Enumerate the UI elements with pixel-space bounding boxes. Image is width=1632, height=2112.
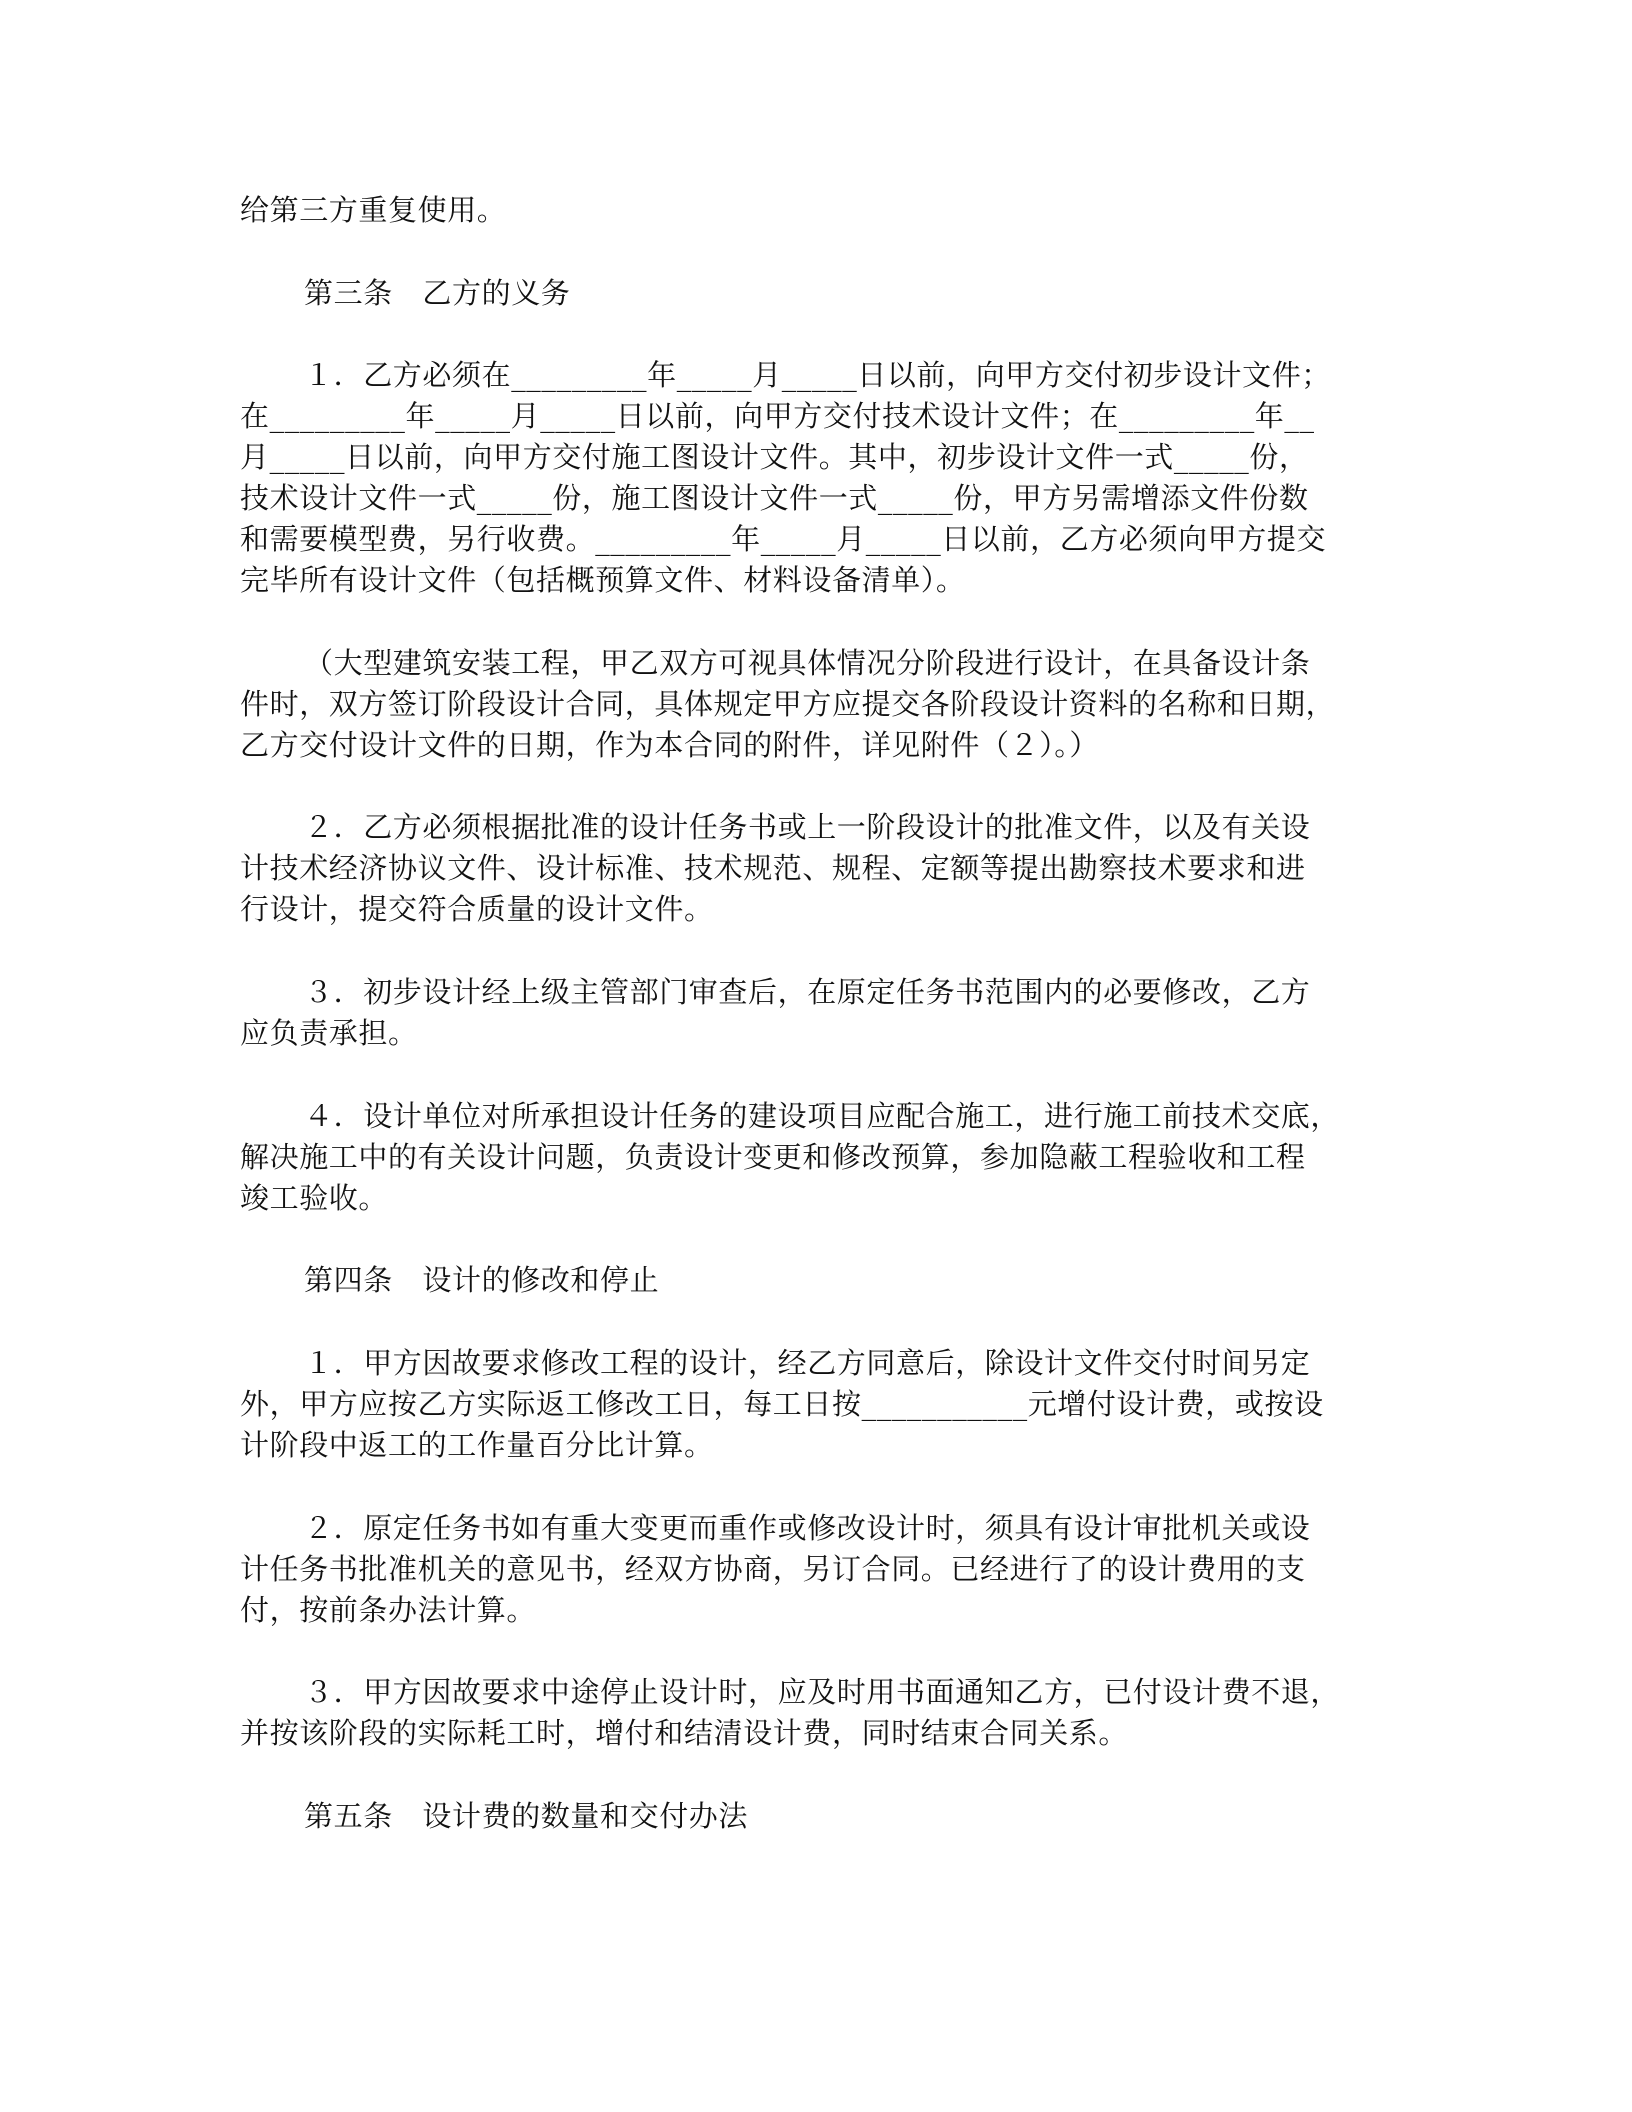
- article-heading: 第五条 设计费的数量和交付办法: [304, 1799, 749, 1833]
- text-line: ２．乙方必须根据批准的设计任务书或上一阶段设计的批准文件，以及有关设: [304, 810, 1311, 844]
- text-line: 技术设计文件一式_____份，施工图设计文件一式_____份，甲方另需增添文件份数: [240, 481, 1309, 515]
- text-line: 外，甲方应按乙方实际返工修改工日，每工日按___________元增付设计费，或按设: [240, 1387, 1324, 1421]
- text-line: ２．原定任务书如有重大变更而重作或修改设计时，须具有设计审批机关或设: [304, 1511, 1311, 1545]
- text-line: 完毕所有设计文件（包括概预算文件、材料设备清单）。: [240, 563, 966, 597]
- text-line: 应负责承担。: [240, 1016, 418, 1050]
- text-line: （大型建筑安装工程，甲乙双方可视具体情况分阶段进行设计，在具备设计条: [304, 646, 1311, 680]
- text-line: 给第三方重复使用。: [240, 193, 507, 227]
- text-line: 付，按前条办法计算。: [240, 1593, 537, 1627]
- article-heading: 第三条 乙方的义务: [304, 276, 571, 310]
- text-line: 件时，双方签订阶段设计合同，具体规定甲方应提交各阶段设计资料的名称和日期，: [240, 687, 1336, 721]
- text-line: １．乙方必须在_________年_____月_____日以前，向甲方交付初步设计文件；: [304, 358, 1331, 392]
- article-heading: 第四条 设计的修改和停止: [304, 1263, 660, 1297]
- text-line: 乙方交付设计文件的日期，作为本合同的附件，详见附件（２）。）: [240, 728, 1100, 762]
- text-line: 计阶段中返工的工作量百分比计算。: [240, 1428, 714, 1462]
- text-line: 并按该阶段的实际耗工时，增付和结清设计费，同时结束合同关系。: [240, 1716, 1129, 1750]
- text-line: 竣工验收。: [240, 1181, 389, 1215]
- text-line: 解决施工中的有关设计问题，负责设计变更和修改预算，参加隐蔽工程验收和工程: [240, 1140, 1306, 1174]
- text-line: 在_________年_____月_____日以前，向甲方交付技术设计文件；在_________年__: [240, 399, 1315, 433]
- text-line: 行设计，提交符合质量的设计文件。: [240, 892, 714, 926]
- text-line: 月_____日以前，向甲方交付施工图设计文件。其中，初步设计文件一式_____份，: [240, 440, 1309, 474]
- text-line: ３．甲方因故要求中途停止设计时，应及时用书面通知乙方，已付设计费不退，: [304, 1675, 1341, 1709]
- text-line: ４．设计单位对所承担设计任务的建设项目应配合施工，进行施工前技术交底，: [304, 1099, 1341, 1133]
- text-line: １．甲方因故要求修改工程的设计，经乙方同意后，除设计文件交付时间另定: [304, 1346, 1311, 1380]
- text-line: ３．初步设计经上级主管部门审查后，在原定任务书范围内的必要修改，乙方: [304, 975, 1311, 1009]
- text-line: 计任务书批准机关的意见书，经双方协商，另订合同。已经进行了的设计费用的支: [240, 1552, 1306, 1586]
- text-line: 计技术经济协议文件、设计标准、技术规范、规程、定额等提出勘察技术要求和进: [240, 851, 1306, 885]
- text-line: 和需要模型费，另行收费。_________年_____月_____日以前，乙方必须向甲方提交: [240, 522, 1327, 556]
